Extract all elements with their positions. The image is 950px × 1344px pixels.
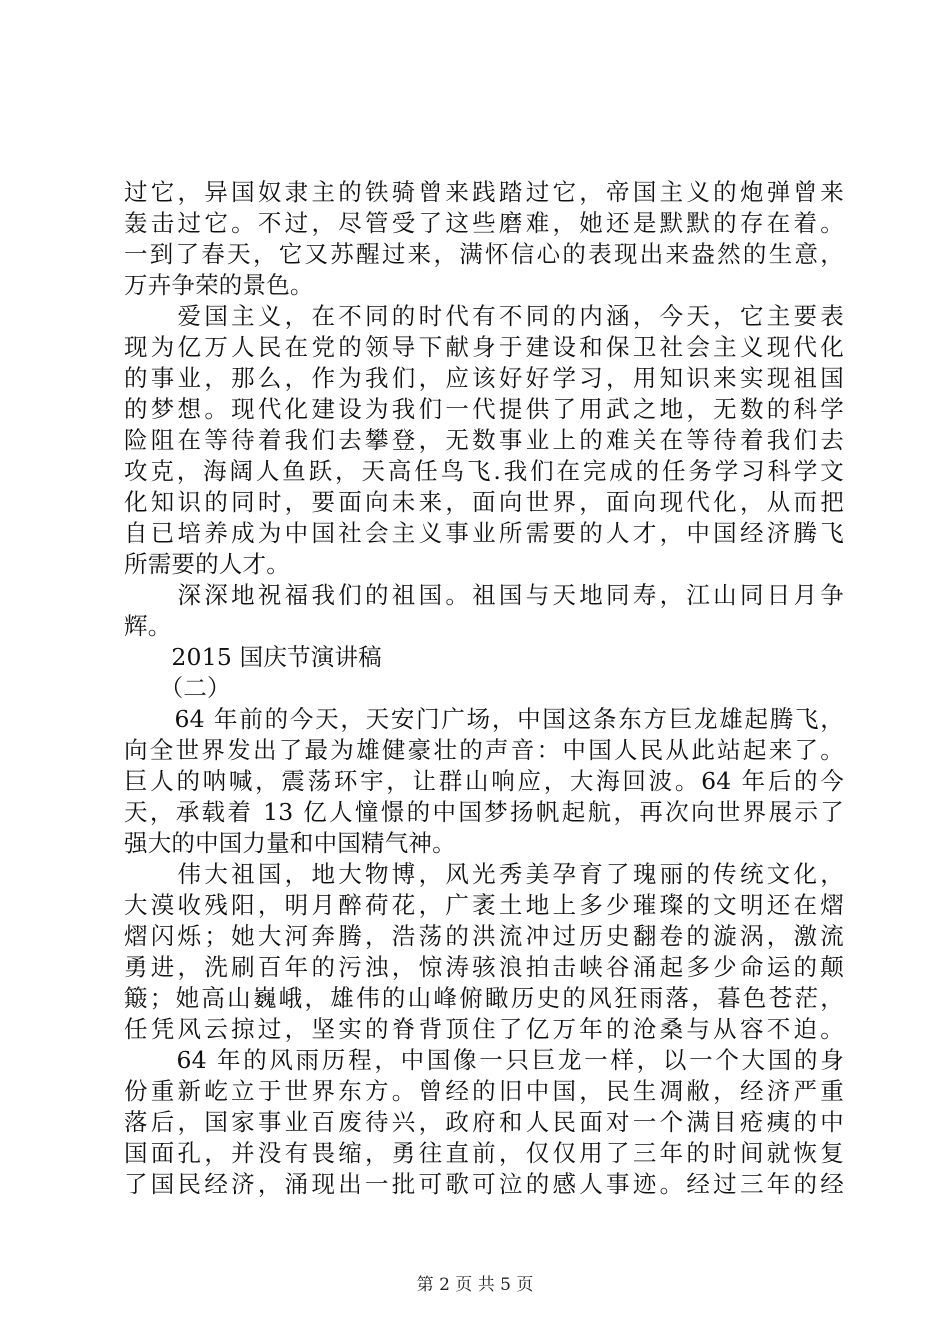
text-line: 自已培养成为中国社会主义事业所需要的人才，中国经济腾飞 [124, 519, 844, 547]
text-line: 天，承载着 13 亿人憧憬的中国梦扬帆起航，再次向世界展示了 [124, 798, 844, 826]
text-line: 深深地祝福我们的祖国。祖国与天地同寿，江山同日月争 [124, 581, 844, 609]
text-line: 簸；她高山巍峨，雄伟的山峰俯瞰历史的风狂雨落，暮色苍茫， [124, 984, 844, 1012]
text-line: 过它，异国奴隶主的铁骑曾来践踏过它，帝国主义的炮弹曾来 [124, 178, 844, 206]
text-line: 的梦想。现代化建设为我们一代提供了用武之地，无数的科学 [124, 395, 844, 423]
text-line: 大漠收残阳，明月醉荷花，广袤土地上多少璀璨的文明还在熠 [124, 891, 844, 919]
text-line: 辉。 [124, 612, 172, 640]
section-number: （二） [124, 674, 231, 702]
text-line: 攻克，海阔人鱼跃，天高任鸟飞.我们在完成的任务学习科学文 [124, 457, 844, 485]
text-line: 熠闪烁；她大河奔腾，浩荡的洪流冲过历史翻卷的漩涡，激流 [124, 922, 844, 950]
text-line: 险阻在等待着我们去攀登，无数事业上的难关在等待着我们去 [124, 426, 844, 454]
text-line: 现为亿万人民在党的领导下献身于建设和保卫社会主义现代化 [124, 333, 844, 361]
page-footer: 第 2 页 共 5 页 [416, 1275, 534, 1295]
text-line: 一到了春天，它又苏醒过来，满怀信心的表现出来盎然的生意， [124, 240, 844, 268]
section-title: 2015 国庆节演讲稿 [124, 643, 382, 671]
text-line: 伟大祖国，地大物博，风光秀美孕育了瑰丽的传统文化， [124, 860, 844, 888]
text-line: 化知识的同时，要面向未来，面向世界，面向现代化，从而把 [124, 488, 844, 516]
text-line: 份重新屹立于世界东方。曾经的旧中国，民生凋敝，经济严重 [124, 1077, 844, 1105]
text-line: 了国民经济，涌现出一批可歌可泣的感人事迹。经过三年的经 [124, 1170, 844, 1198]
text-line: 所需要的人才。 [124, 550, 290, 578]
text-line: 爱国主义，在不同的时代有不同的内涵，今天，它主要表 [124, 302, 844, 330]
text-line: 轰击过它。不过，尽管受了这些磨难，她还是默默的存在着。 [124, 209, 844, 237]
text-line: 国面孔，并没有畏缩，勇往直前，仅仅用了三年的时间就恢复 [124, 1139, 844, 1167]
text-line: 勇进，洗刷百年的污浊，惊涛骇浪拍击峡谷涌起多少命运的颠 [124, 953, 844, 981]
text-line: 任凭风云掠过，坚实的脊背顶住了亿万年的沧桑与从容不迫。 [124, 1015, 844, 1043]
text-line: 的事业，那么，作为我们，应该好好学习，用知识来实现祖国 [124, 364, 844, 392]
text-line: 64 年前的今天，天安门广场，中国这条东方巨龙雄起腾飞， [124, 705, 844, 733]
text-line: 巨人的呐喊，震荡环宇，让群山响应，大海回波。64 年后的今 [124, 767, 844, 795]
text-line: 万卉争荣的景色。 [124, 271, 314, 299]
text-line: 强大的中国力量和中国精气神。 [124, 829, 456, 857]
text-line: 向全世界发出了最为雄健豪壮的声音：中国人民从此站起来了。 [124, 736, 844, 764]
text-line: 落后，国家事业百废待兴，政府和人民面对一个满目疮痍的中 [124, 1108, 844, 1136]
text-line: 64 年的风雨历程，中国像一只巨龙一样，以一个大国的身 [124, 1046, 844, 1074]
